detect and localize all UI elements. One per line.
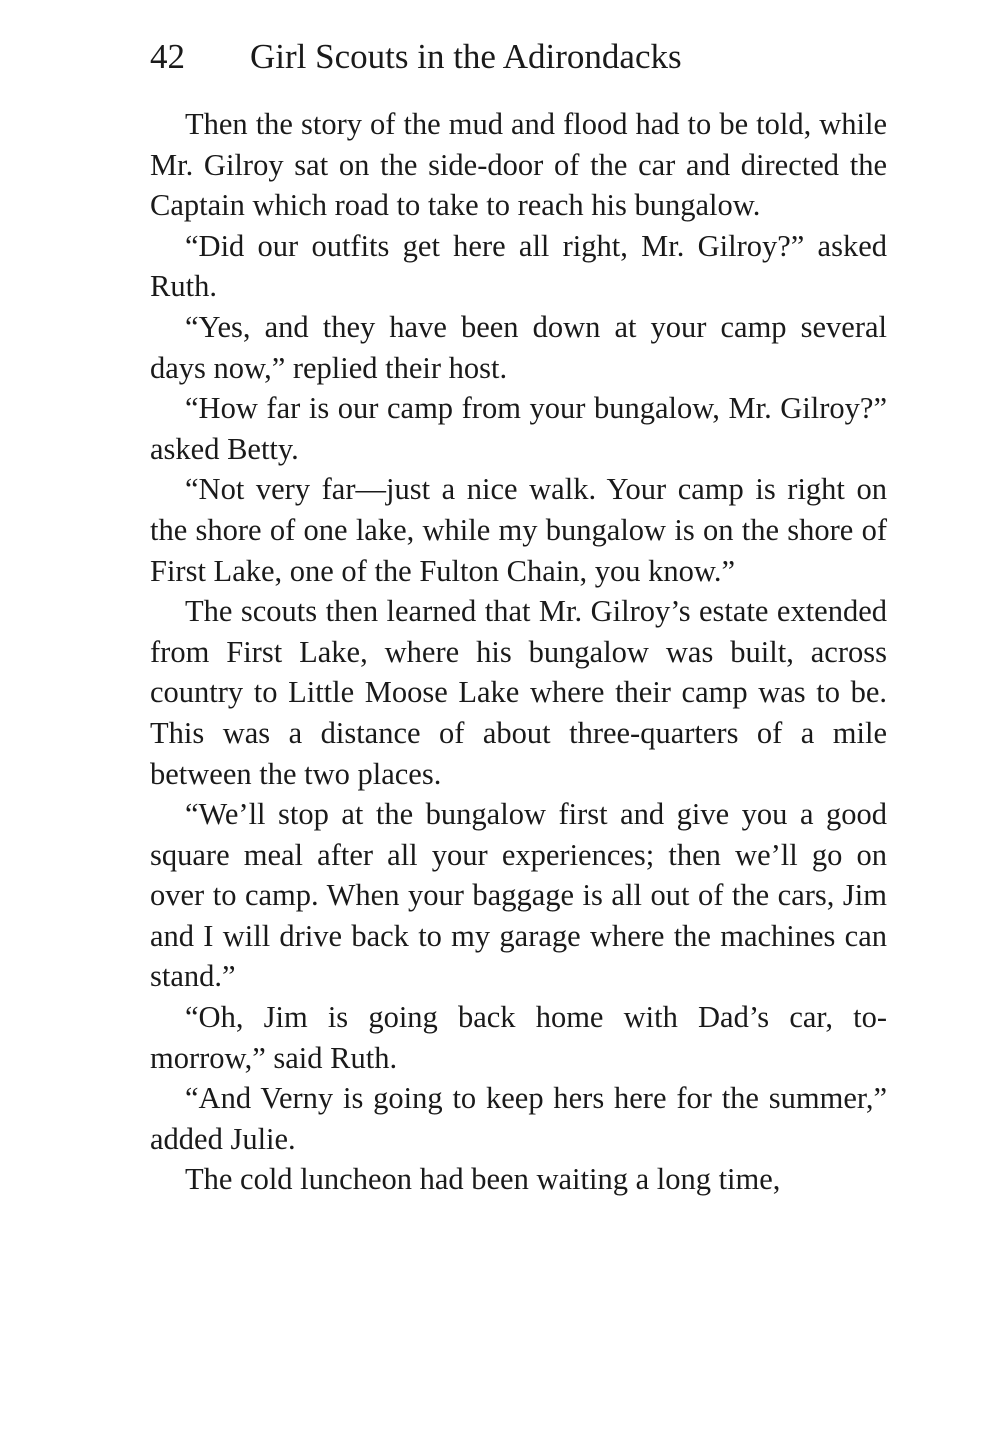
paragraph: The scouts then learned that Mr. Gilroy’s estate extended from First Lake, where his bungalow was built, across country to Little Moose Lake where their camp was to be. This was a distance of about three-quarters of a mile between the two places. <box>150 594 887 791</box>
paragraph: “Yes, and they have been down at your camp several days now,” replied their host. <box>150 309 887 385</box>
paragraph: “We’ll stop at the bungalow first and give you a good square meal after all your experiences; then we’ll go on over to camp. When your baggage is all out of the cars, Jim and I will drive back to my garage where the machines can stand.” <box>150 797 887 994</box>
running-head <box>150 32 890 82</box>
paragraph: Then the story of the mud and flood had to be told, while Mr. Gilroy sat on the side-door of the car and directed the Captain which road to take to reach his bungalow. <box>150 107 887 223</box>
paragraph: The cold luncheon had been waiting a long time, <box>185 1162 781 1197</box>
paragraph: “And Verny is going to keep hers here for the summer,” added Julie. <box>150 1081 887 1156</box>
paragraph: “Did our outfits get here all right, Mr. Gilroy?” asked Ruth. <box>150 228 887 304</box>
paragraph: “How far is our camp from your bungalow, Mr. Gilroy?” asked Betty. <box>150 391 887 466</box>
page-number: 42 <box>150 37 185 76</box>
body-text <box>150 104 887 1200</box>
paragraph: “Oh, Jim is going back home with Dad’s car, to-morrow,” said Ruth. <box>150 1000 887 1075</box>
paragraph: “Not very far—just a nice walk. Your camp is right on the shore of one lake, while my bungalow is on the shore of First Lake, one of the Fulton Chain, you know.” <box>150 472 887 588</box>
book-title: Girl Scouts in the Adirondacks <box>250 37 682 76</box>
